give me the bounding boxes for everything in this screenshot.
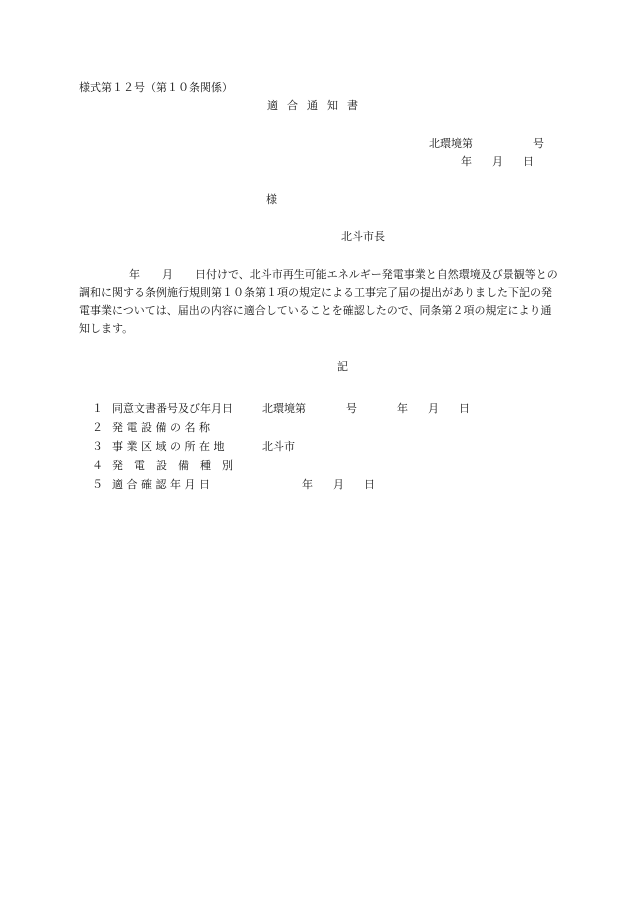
item-ref-prefix: 北環境第 [262, 401, 306, 415]
date-month: 月 [492, 155, 503, 168]
reference-number [429, 137, 544, 151]
reference-prefix: 北環境第 [429, 137, 473, 150]
body-month: 月 [162, 268, 173, 281]
list-item [92, 474, 470, 493]
item-label: 発 電 設 備 の 名 称 [112, 420, 210, 434]
list-item [92, 455, 470, 474]
list-item [92, 398, 470, 417]
form-label: 様式第１２号（第１０条関係） [79, 81, 233, 94]
item-ref-suffix: 号 [346, 401, 357, 415]
item-month: 月 [333, 477, 344, 491]
item-year: 年 [397, 401, 408, 415]
item-number: ３ [92, 439, 103, 453]
item-label: 同意文書番号及び年月日 [112, 401, 233, 415]
body-year: 年 [129, 268, 140, 281]
item-label: 事 業 区 域 の 所 在 地 [112, 439, 225, 453]
date-day: 日 [523, 155, 534, 168]
item-value [262, 400, 470, 416]
date-year: 年 [461, 155, 472, 168]
issue-date [461, 155, 534, 169]
body-main-text: 日付けで、北斗市再生可能エネルギー発電事業と自然環境及び景観等との調和に関する条例施行規則第１０条第１項の規定による工事完了届の提出がありました下記の発電事業については、届出の内容に適合していることを確認したので、同条第２項の規定により通知します。 [79, 268, 558, 335]
item-label: 発 電 設 備 種 別 [112, 458, 233, 472]
list-item [92, 417, 470, 436]
item-number: １ [92, 401, 103, 415]
item-number: ２ [92, 420, 103, 434]
item-day: 日 [459, 401, 470, 415]
item-number: ５ [92, 477, 103, 491]
item-number: ４ [92, 458, 103, 472]
body-text [79, 266, 559, 338]
item-list [92, 398, 470, 493]
addressee: 様 [266, 193, 277, 206]
list-item [92, 436, 470, 455]
item-year: 年 [302, 477, 313, 491]
reference-suffix: 号 [533, 137, 544, 150]
ki-heading: 記 [337, 360, 348, 373]
document-title: 適合通知書 [267, 99, 367, 112]
item-label: 適 合 確 認 年 月 日 [112, 477, 210, 491]
item-day: 日 [364, 477, 375, 491]
item-value: 北斗市 [262, 439, 295, 453]
item-month: 月 [428, 401, 439, 415]
issuer: 北斗市長 [341, 230, 385, 243]
item-value [262, 476, 375, 492]
